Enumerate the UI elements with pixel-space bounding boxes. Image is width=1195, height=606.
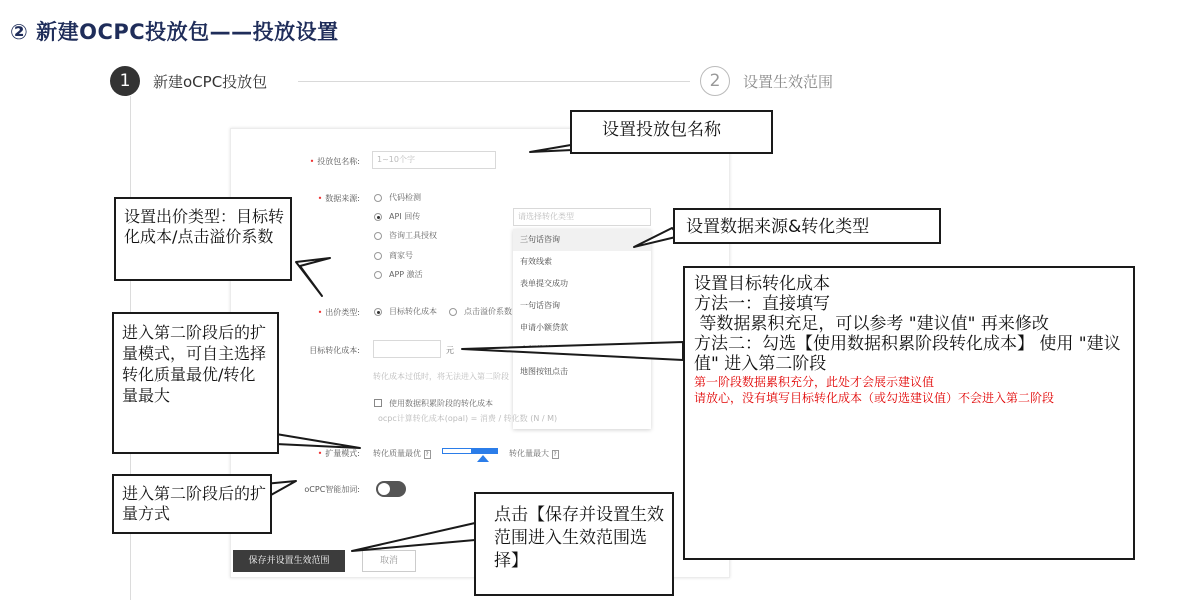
package-name-input[interactable]: 1~10个字 xyxy=(372,151,496,169)
dropdown-option[interactable]: 表单提交成功 xyxy=(520,279,568,288)
help-icon[interactable]: ? xyxy=(425,451,429,458)
step-2-label[interactable]: 设置生效范围 xyxy=(743,73,834,91)
callout-target-cost: 设置目标转化成本 方法一：直接填写 等数据累积充足，可以参考 "建议值" 再来修改 方法二：勾选【使用数据积累阶段转化成本】 使用 "建议值" 进入第二阶段 第一阶段数据累积充分，此处才会展示建议值 请放心，没有填写目标转化成本（或勾选建议值）不会进入第二阶段 xyxy=(683,266,1135,560)
bid-field-label: • 出价类型: xyxy=(317,308,360,317)
page-title: ② 新建OCPC投放包——投放设置 xyxy=(10,20,339,44)
pointer-target-cost xyxy=(462,342,683,360)
dropdown-option[interactable]: 地图按钮点击 xyxy=(520,367,568,376)
target-cost-hint: 转化成本过低时，将无法进入第二阶段 xyxy=(373,372,509,381)
callout-bid: 设置出价类型：目标转化成本/点击溢价系数 xyxy=(114,197,292,281)
callout-save: 点击【保存并设置生效范围进入生效范围选择】 xyxy=(474,492,674,596)
dropdown-option[interactable]: 有效线索 xyxy=(520,257,552,266)
bid-option-label: 点击溢价系数 xyxy=(464,307,512,316)
cancel-button[interactable]: 取消 xyxy=(362,550,416,572)
step-1-indicator: 1 xyxy=(110,66,140,96)
help-icon[interactable]: ? xyxy=(553,451,557,458)
dropdown-option[interactable]: 一句话咨询 xyxy=(520,301,560,310)
source-option-label: APP 激活 xyxy=(389,270,423,279)
use-data-cost-hint: ocpc计算转化成本(opal) = 消费 / 转化数 (N / M) xyxy=(378,414,558,423)
callout-expand-mode: 进入第二阶段后的扩量模式，可自主选择转化质量最优/转化量最大 xyxy=(112,312,279,454)
pointer-bid xyxy=(296,258,330,296)
step-1-label[interactable]: 新建oCPC投放包 xyxy=(153,73,268,91)
dropdown-option[interactable]: 三句话咨询 xyxy=(513,229,651,251)
bid-option-label: 目标转化成本 xyxy=(389,307,437,316)
target-cost-unit: 元 xyxy=(446,346,454,355)
name-field-label: • 投放包名称: xyxy=(309,157,360,166)
dropdown-option[interactable]: 申请小额贷款 xyxy=(520,323,568,332)
smart-addword-label: oCPC智能加词: xyxy=(304,485,360,494)
use-data-cost-label: 使用数据积累阶段的转化成本 xyxy=(389,399,493,408)
step-2-indicator: 2 xyxy=(700,66,730,96)
source-option-label: 商家号 xyxy=(389,251,413,260)
source-option-label: 代码检测 xyxy=(389,193,421,202)
callout-source: 设置数据来源&转化类型 xyxy=(673,208,941,244)
expand-right-label: 转化量最大 ? xyxy=(509,449,557,458)
expand-mode-label: • 扩量模式: xyxy=(317,449,360,458)
callout-expand-method: 进入第二阶段后的扩量方式 xyxy=(112,474,272,534)
source-option-label: 咨询工具授权 xyxy=(389,231,437,240)
expand-left-label: 转化质量最优 ? xyxy=(373,449,429,458)
save-and-set-range-button[interactable]: 保存并设置生效范围 xyxy=(233,550,345,572)
target-cost-label: 目标转化成本: xyxy=(309,346,360,355)
conversion-type-select[interactable]: 请选择转化类型 xyxy=(513,208,651,226)
pointer-expand-mode xyxy=(276,434,360,448)
source-field-label: • 数据来源: xyxy=(317,194,360,203)
callout-name: 设置投放包名称 xyxy=(570,110,773,154)
pointer-save xyxy=(352,523,475,551)
source-option-label: API 回传 xyxy=(389,212,421,221)
